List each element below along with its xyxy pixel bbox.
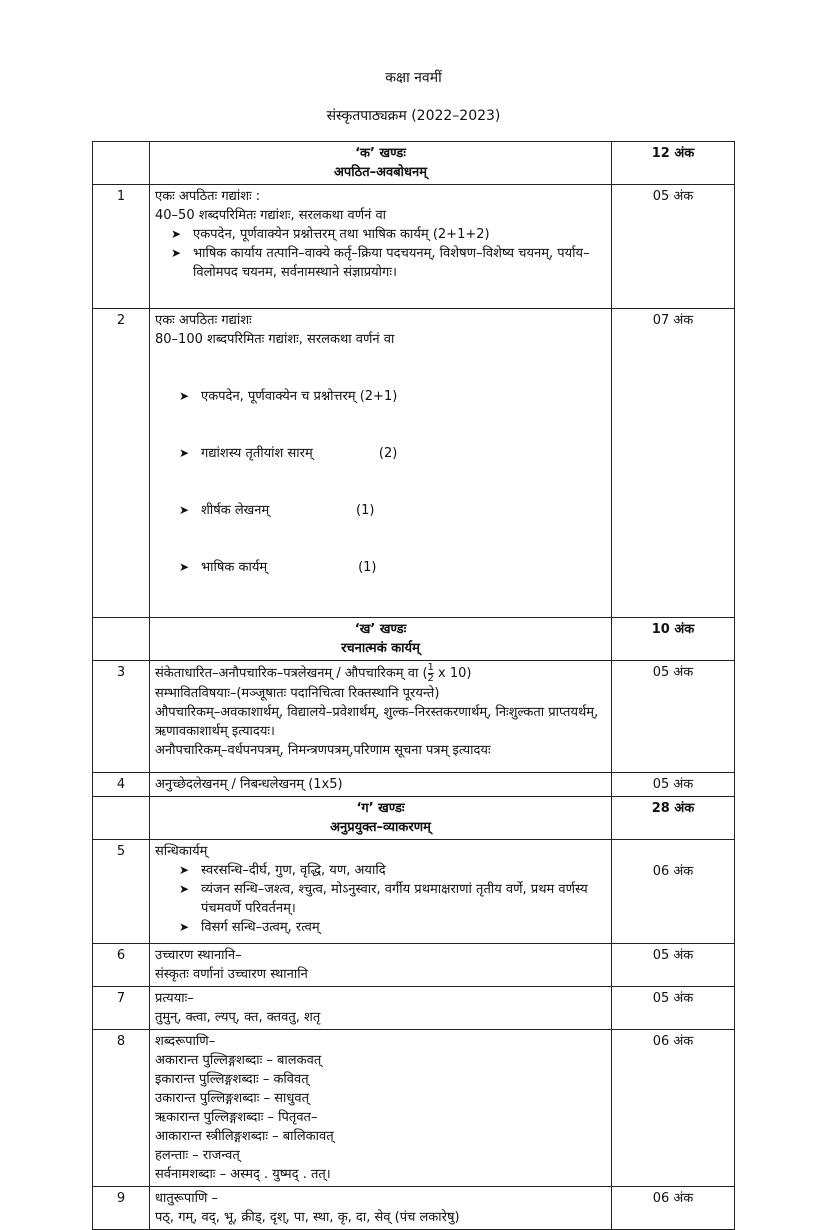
class-title: कक्षा नवमीं	[385, 70, 442, 86]
syllabus-title: संस्कृतपाठ्यक्रम (2022–2023)	[326, 108, 501, 124]
line-text: संकेताधारित–अनौपचारिक–पत्रलेखनम् / औपचारिकम् वा (	[155, 666, 428, 681]
row-number: 3	[93, 661, 150, 773]
row-line: हलन्ताः – राजन्वत्	[155, 1148, 240, 1163]
row-line: औपचारिकम्–अवकाशार्थम्, विद्यालये–प्रवेशार्थम्, शुल्क–निरस्तकरणार्थम्, निःशुल्कता प्राप्तयर्थम्, ऋणावकाशार्थम् इत्यादयः।	[155, 705, 599, 739]
table-row	[93, 840, 735, 944]
syllabus-table	[92, 141, 735, 1230]
bullet-list	[155, 225, 606, 282]
row-number: 7	[93, 987, 150, 1030]
row-line: अकारान्त पुल्लिङ्गशब्दाः – बालकवत्	[155, 1053, 322, 1068]
table-row	[93, 661, 735, 773]
section-marks: 10 अंक	[612, 618, 735, 661]
row-line: सर्वनामशब्दाः – अस्मद् . युष्मद् . तत्।	[155, 1167, 331, 1182]
section-header-a	[93, 142, 735, 185]
table-row	[93, 773, 735, 797]
list-item: ➤ गद्यांशस्य तृतीयांश सारम् (2)	[179, 444, 606, 463]
section-subtitle: अपठित–अवबोधनम्	[333, 165, 428, 180]
row-number: 6	[93, 944, 150, 987]
line-text: x 10)	[433, 666, 472, 681]
section-marks: 28 अंक	[612, 797, 735, 840]
bullet-list	[155, 349, 606, 615]
row-line: ऋकारान्त पुल्लिङ्गशब्दाः – पितृवत–	[155, 1110, 318, 1125]
row-line: धातुरूपाणि –	[155, 1191, 219, 1206]
row-line: आकारान्त स्त्रीलिङ्गशब्दाः – बालिकावत्	[155, 1129, 334, 1144]
row-content	[150, 987, 612, 1030]
row-line: शब्दरूपाणि–	[155, 1034, 216, 1049]
fraction-numerator: 1	[427, 662, 434, 673]
table-row	[93, 309, 735, 618]
table-row	[93, 987, 735, 1030]
list-item: ➤ एकपदेन, पूर्णवाक्येन च प्रश्नोत्तरम् (2+1)	[179, 387, 606, 406]
row-marks: 05 अंक	[612, 185, 735, 309]
section-header-c	[93, 797, 735, 840]
row-line: 40–50 शब्दपरिमितः गद्यांशः, सरलकथा वर्णनं वा	[155, 208, 387, 223]
row-marks: 05 अंक	[612, 944, 735, 987]
list-item: ➤ भाषिक कार्यम् (1)	[179, 558, 606, 577]
row-content	[150, 840, 612, 944]
row-number: 5	[93, 840, 150, 944]
row-content	[150, 1187, 612, 1230]
row-marks: 05 अंक	[612, 987, 735, 1030]
row-content	[150, 944, 612, 987]
row-content	[150, 185, 612, 309]
row-line: उच्चारण स्थानानि–	[155, 948, 242, 963]
row-marks: 05 अंक	[612, 661, 735, 773]
row-line: प्रत्ययाः–	[155, 991, 194, 1006]
row-line: एकः अपठितः गद्यांशः	[155, 313, 252, 328]
list-item: ➤ विसर्ग सन्धि–उत्वम्, रत्वम्	[179, 918, 606, 937]
section-subtitle: अनुप्रयुक्त–व्याकरणम्	[330, 820, 431, 835]
row-marks: 07 अंक	[612, 309, 735, 618]
section-subtitle: रचनात्मकं कार्यम्	[341, 641, 420, 656]
row-line: तुमुन्, क्त्वा, ल्यप्, क्त, क्तवतु, शतृ	[155, 1010, 321, 1025]
section-name: ‘क’ खण्डः	[355, 146, 406, 161]
section-header-b	[93, 618, 735, 661]
table-row	[93, 944, 735, 987]
row-line: इकारान्त पुल्लिङ्गशब्दाः – कविवत्	[155, 1072, 309, 1087]
row-marks: 06 अंक	[612, 1030, 735, 1187]
row-number: 1	[93, 185, 150, 309]
section-name: ‘ग’ खण्डः	[356, 801, 405, 816]
row-line: अनौपचारिकम्–वर्धपनपत्रम्, निमन्त्रणपत्रम्,परिणाम सूचना पत्रम् इत्यादयः	[155, 743, 491, 758]
list-item: ➤ स्वरसन्धि–दीर्घ, गुण, वृद्धि, यण, अयादि	[179, 861, 606, 880]
row-line: सम्भावितविषयाः–(मञ्जूषातः पदानिचित्वा रिक्तस्थानि पूरयन्ते)	[155, 686, 440, 701]
list-item: ➤ भाषिक कार्याय तत्पानि–वाक्ये कर्तृ–क्रिया पदचयनम्, विशेषण–विशेष्य चयनम्, पर्याय–विलोमपद चयनम, सर्वनामस्थाने संज्ञाप्रयोगः।	[171, 244, 606, 282]
row-content	[150, 1030, 612, 1187]
row-line: एकः अपठितः गद्यांशः :	[155, 189, 261, 204]
table-row	[93, 185, 735, 309]
table-row	[93, 1030, 735, 1187]
row-number: 8	[93, 1030, 150, 1187]
list-item: ➤ व्यंजन सन्धि–जश्त्व, श्चुत्व, मोऽनुस्वार, वर्गीय प्रथमाक्षराणां तृतीय वर्णे, प्रथम वर्णस्य पंचमवर्णे परिवर्तनम्।	[179, 880, 606, 918]
row-line: 80–100 शब्दपरिमितः गद्यांशः, सरलकथा वर्णनं वा	[155, 332, 395, 347]
section-marks: 12 अंक	[612, 142, 735, 185]
bullet-list	[155, 861, 606, 937]
row-marks: 06 अंक	[612, 840, 735, 944]
fraction-denominator: 2	[427, 673, 434, 684]
table-row	[93, 1187, 735, 1230]
row-line	[155, 663, 606, 684]
row-content: अनुच्छेदलेखनम् / निबन्धलेखनम् (1x5)	[150, 773, 612, 797]
row-content	[150, 309, 612, 618]
row-content	[150, 661, 612, 773]
list-item: ➤ एकपदेन, पूर्णवाक्येन प्रश्नोत्तरम् तथा भाषिक कार्यम् (2+1+2)	[171, 225, 606, 244]
row-line: उकारान्त पुल्लिङ्गशब्दाः – साधुवत्	[155, 1091, 309, 1106]
row-line: पठ्, गम्, वद्, भू, क्रीड्, दृश्, पा, स्था, कृ, दा, सेव् (पंच लकारेषु)	[155, 1210, 460, 1225]
list-item: ➤ शीर्षक लेखनम् (1)	[179, 501, 606, 520]
row-marks: 05 अंक	[612, 773, 735, 797]
row-line: सन्धिकार्यम्	[155, 844, 208, 859]
row-line: संस्कृतः वर्णानां उच्चारण स्थानानि	[155, 967, 308, 982]
row-number: 9	[93, 1187, 150, 1230]
row-number: 2	[93, 309, 150, 618]
section-name: ‘ख’ खण्डः	[354, 622, 407, 637]
row-number: 4	[93, 773, 150, 797]
row-marks: 06 अंक	[612, 1187, 735, 1230]
